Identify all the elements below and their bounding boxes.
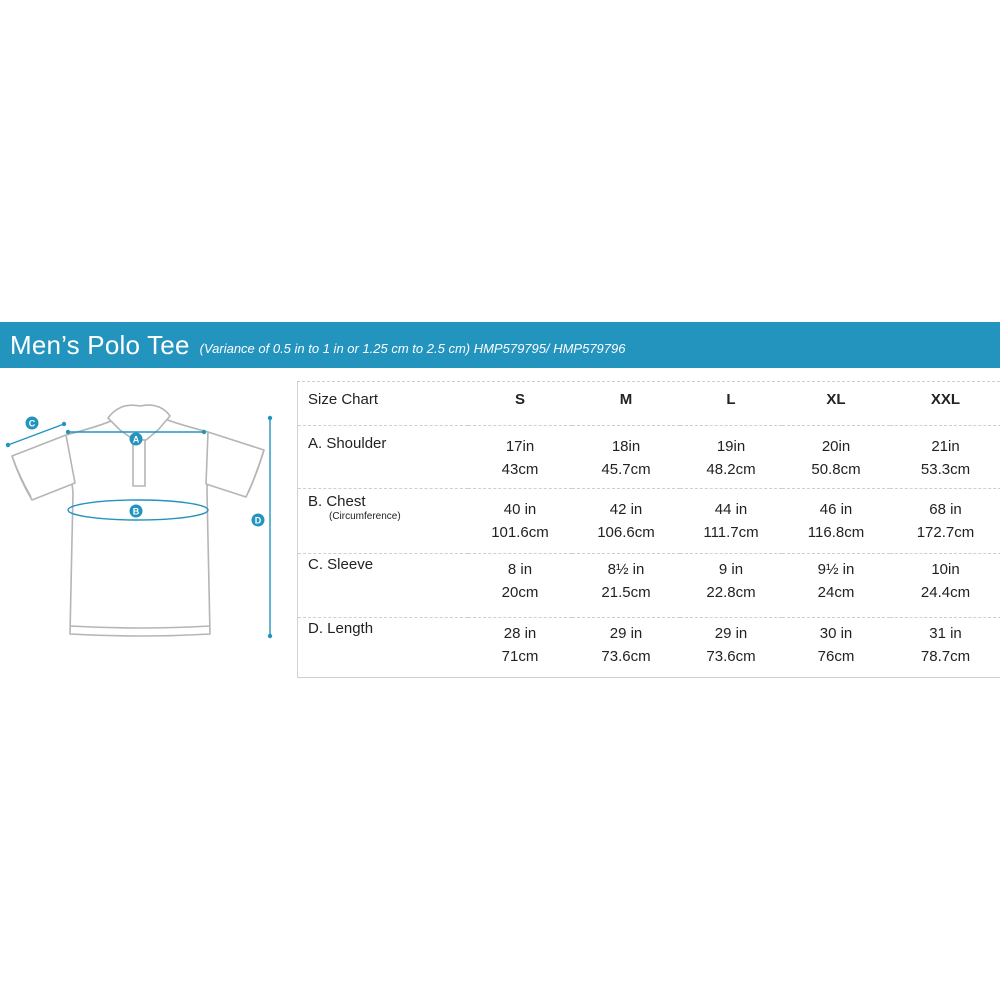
- marker-c: [26, 417, 39, 430]
- polo-shirt-diagram: [0, 380, 290, 670]
- row-sublabel: (Circumference): [329, 511, 401, 522]
- size-xxl-header: XXL: [930, 391, 961, 408]
- marker-b: [130, 505, 143, 518]
- row-label: A. Shoulder: [298, 426, 468, 489]
- table-row-chest: [298, 489, 1000, 554]
- table-row-sleeve: [298, 554, 1000, 618]
- marker-a: [130, 433, 143, 446]
- size-chart-label: Size Chart: [308, 391, 379, 408]
- table-cell: 30 in 76cm: [782, 618, 890, 678]
- table-cell: 29 in 73.6cm: [680, 618, 782, 678]
- table-cell: 10in 24.4cm: [890, 554, 1000, 618]
- table-cell: 42 in 106.6cm: [572, 489, 680, 554]
- table-header-row: [298, 382, 1000, 426]
- size-m-header: M: [619, 391, 633, 408]
- table-row-shoulder: [298, 426, 1000, 489]
- table-cell: 9½ in 24cm: [782, 554, 890, 618]
- table-cell: 8½ in 21.5cm: [572, 554, 680, 618]
- svg-text:B: B: [132, 506, 140, 517]
- table-cell: 9 in 22.8cm: [680, 554, 782, 618]
- table-cell: 17in 43cm: [468, 426, 572, 489]
- table-cell: 20in 50.8cm: [782, 426, 890, 489]
- table-cell: 8 in 20cm: [468, 554, 572, 618]
- table-cell: 18in 45.7cm: [572, 426, 680, 489]
- table-cell: 29 in 73.6cm: [572, 618, 680, 678]
- header-banner: [0, 322, 1000, 368]
- row-label: C. Sleeve: [298, 554, 468, 618]
- size-s-header: S: [514, 391, 525, 408]
- table-cell: 28 in 71cm: [468, 618, 572, 678]
- table-cell: 68 in 172.7cm: [890, 489, 1000, 554]
- table-row-length: [298, 618, 1000, 678]
- size-chart-table: [297, 381, 1000, 678]
- table-cell: 31 in 78.7cm: [890, 618, 1000, 678]
- svg-text:A: A: [132, 434, 140, 445]
- marker-d: [252, 514, 265, 527]
- table-cell: 40 in 101.6cm: [468, 489, 572, 554]
- table-cell: 44 in 111.7cm: [680, 489, 782, 554]
- svg-text:C: C: [28, 418, 36, 429]
- size-l-header: L: [726, 391, 736, 408]
- row-label: D. Length: [298, 618, 468, 678]
- page-subtitle: (Variance of 0.5 in to 1 in or 1.25 cm to 2.5 cm) HMP579795/ HMP579796: [199, 340, 626, 356]
- size-xl-header: XL: [826, 391, 846, 408]
- table-cell: 46 in 116.8cm: [782, 489, 890, 554]
- row-label: B. Chest (Circumference): [298, 489, 468, 554]
- table-cell: 19in 48.2cm: [680, 426, 782, 489]
- svg-text:D: D: [254, 515, 262, 526]
- page-title: Men’s Polo Tee: [10, 329, 190, 360]
- table-cell: 21in 53.3cm: [890, 426, 1000, 489]
